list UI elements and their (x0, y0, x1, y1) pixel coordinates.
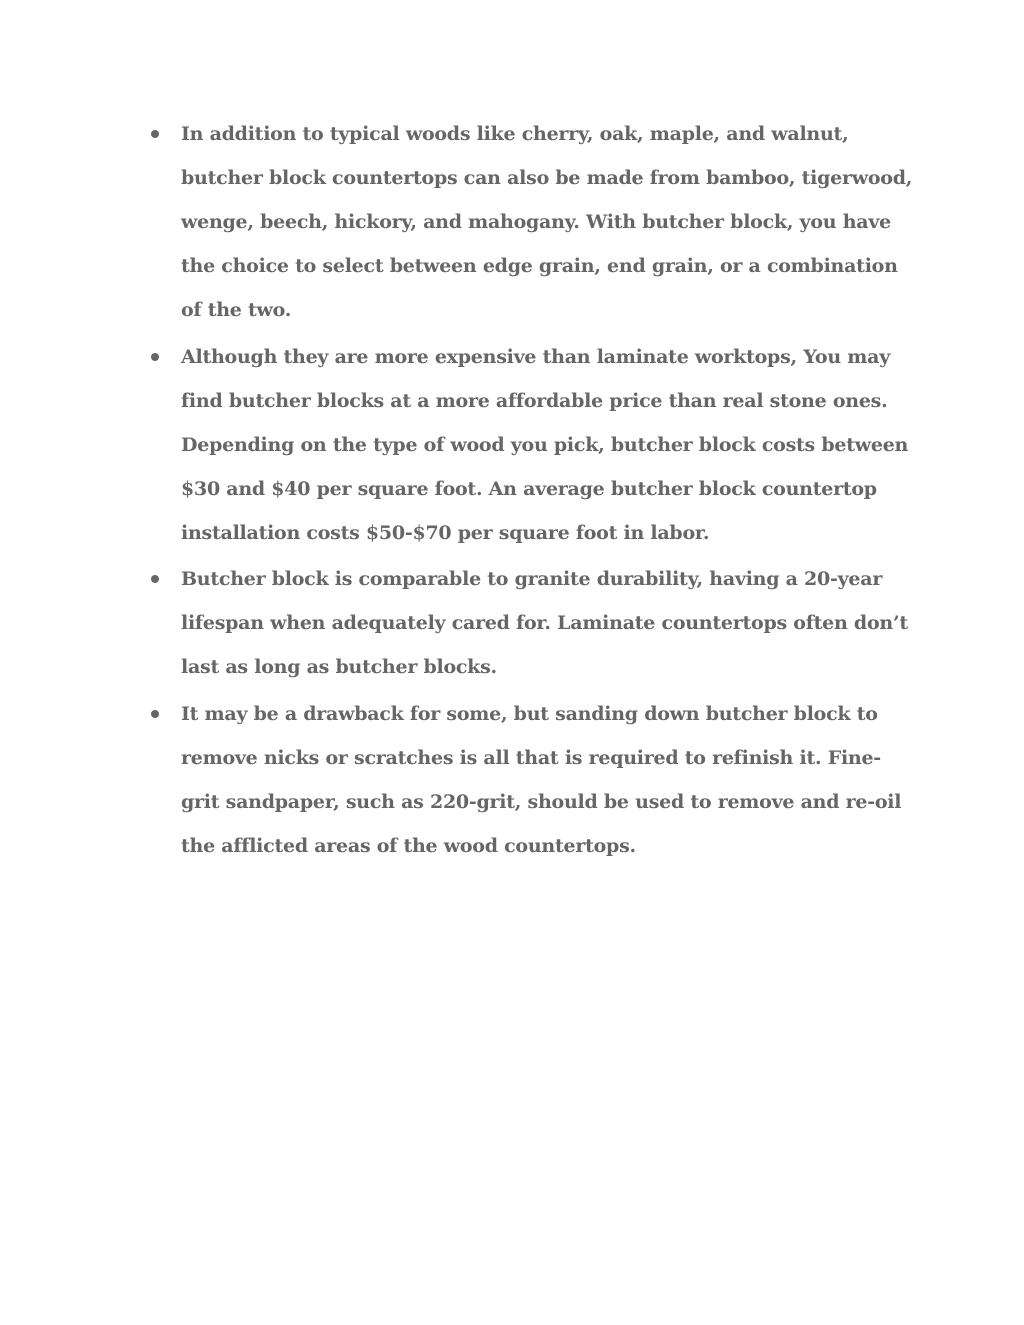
list-item (146, 557, 916, 689)
bullet-dot-icon (151, 353, 159, 361)
bullet-list (146, 112, 916, 870)
list-item-text: Although they are more expensive than laminate worktops, You may find butcher blocks at a more affordable price than real stone ones. Depending on the type of wood you pick, butcher block costs between $30 and $40 per square foot. An average butcher block countertop installation costs $50-$70 per square foot in labor. (181, 345, 909, 544)
list-item-text: In addition to typical woods like cherry, oak, maple, and walnut, butcher block countertops can also be made from bamboo, tigerwood, wenge, beech, hickory, and mahogany. With butcher block, you have the choice to select between edge grain, end grain, or a combination of the two. (181, 123, 913, 321)
bullet-dot-icon (151, 130, 159, 138)
bullet-dot-icon (151, 575, 159, 583)
list-item (146, 112, 916, 332)
list-item-text: Butcher block is comparable to granite durability, having a 20-year lifespan when adequately cared for. Laminate countertops often don’t last as long as butcher blocks. (181, 568, 908, 678)
list-item (146, 692, 916, 868)
list-item (146, 335, 916, 555)
list-item-text: It may be a drawback for some, but sanding down butcher block to remove nicks or scratches is all that is required to refinish it. Fine-grit sandpaper, such as 220-grit, should be used to remove and re-oil the afflicted areas of the wood countertops. (181, 702, 902, 857)
bullet-dot-icon (151, 710, 159, 718)
